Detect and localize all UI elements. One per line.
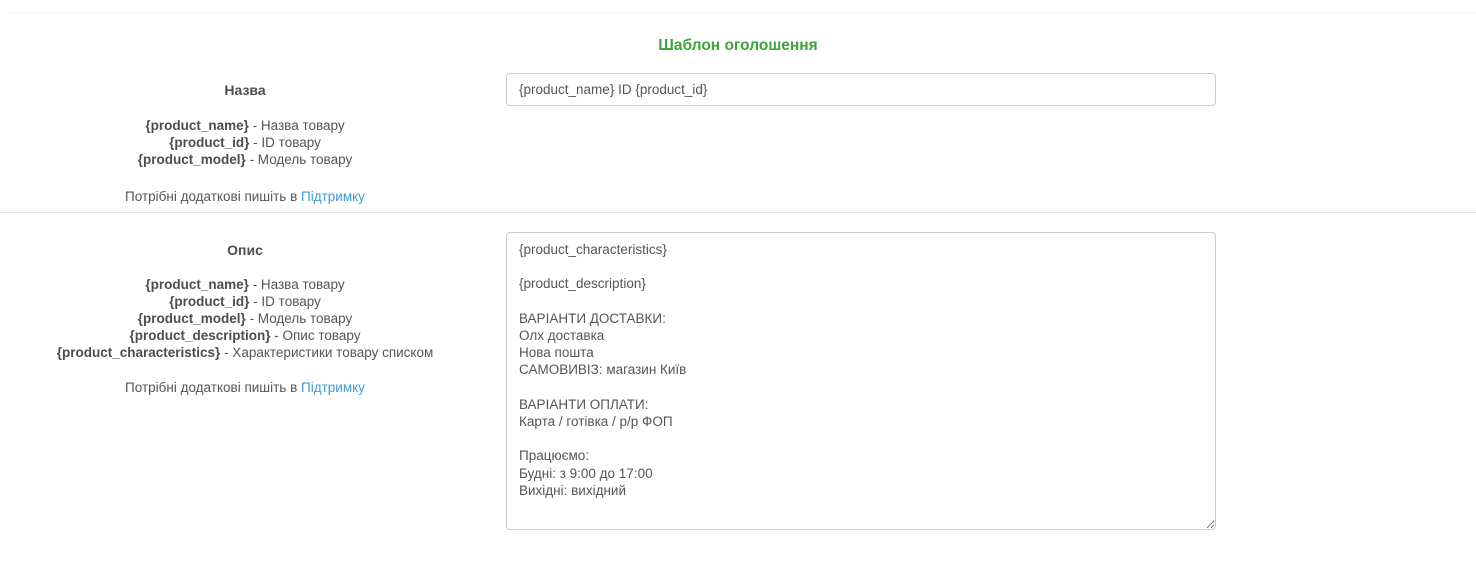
- name-field-row: [0, 73, 1476, 205]
- placeholder-hint: [0, 327, 490, 344]
- placeholder-hint: [0, 117, 490, 134]
- description-field-label: Опис: [227, 242, 263, 258]
- placeholder-description: - Модель товару: [249, 311, 353, 326]
- placeholder-token: {product_id}: [169, 135, 250, 150]
- name-field-right-column: [506, 73, 1216, 106]
- placeholder-description: - Характеристики товару списком: [224, 345, 434, 360]
- placeholder-hint: [0, 293, 490, 310]
- description-field-right-column: [506, 232, 1216, 530]
- name-placeholder-hints: [0, 117, 490, 168]
- name-field-left-column: [0, 73, 490, 205]
- support-link[interactable]: Підтримку: [301, 380, 365, 395]
- placeholder-description: - Модель товару: [249, 152, 353, 167]
- placeholder-description: - ID товару: [253, 294, 321, 309]
- placeholder-token: {product_model}: [137, 152, 246, 167]
- placeholder-description: - Назва товару: [252, 118, 345, 133]
- placeholder-token: {product_name}: [145, 118, 249, 133]
- placeholder-hint: [0, 344, 490, 361]
- placeholder-token: {product_id}: [169, 294, 250, 309]
- placeholder-hint: [0, 310, 490, 327]
- placeholder-hint: [0, 134, 490, 151]
- placeholder-description: - ID товару: [253, 135, 321, 150]
- support-note: [0, 379, 490, 396]
- placeholder-description: - Назва товару: [252, 277, 345, 292]
- panel-top-border: [8, 12, 1476, 13]
- placeholder-token: {product_model}: [137, 311, 246, 326]
- support-note-text: Потрібні додаткові пишіть в: [125, 189, 298, 204]
- placeholder-hint: [0, 276, 490, 293]
- announcement-template-page: [0, 12, 1476, 530]
- description-placeholder-hints: [0, 276, 490, 361]
- name-field-label: Назва: [224, 82, 266, 98]
- placeholder-token: {product_characteristics}: [56, 345, 221, 360]
- placeholder-hint: [0, 151, 490, 168]
- support-link[interactable]: Підтримку: [301, 189, 365, 204]
- section-divider: [0, 212, 1476, 213]
- description-template-textarea[interactable]: [506, 232, 1216, 530]
- support-note-text: Потрібні додаткові пишіть в: [125, 380, 298, 395]
- placeholder-description: - Опис товару: [274, 328, 361, 343]
- title-template-input[interactable]: [506, 73, 1216, 106]
- description-field-left-column: [0, 232, 490, 396]
- description-field-row: [0, 232, 1476, 530]
- page-title: Шаблон оголошення: [658, 37, 818, 54]
- placeholder-token: {product_description}: [129, 328, 271, 343]
- support-note: [0, 188, 490, 205]
- placeholder-token: {product_name}: [145, 277, 249, 292]
